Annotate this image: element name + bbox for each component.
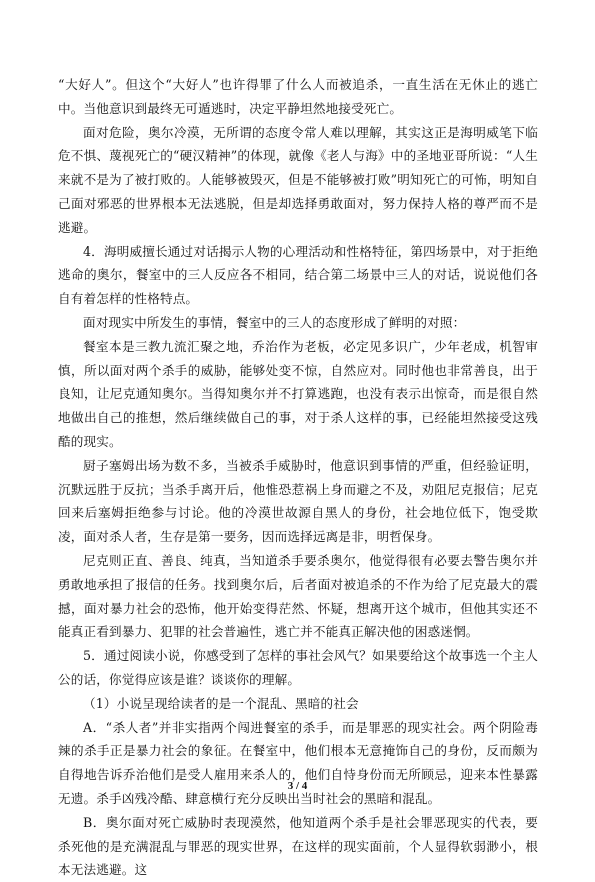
paragraph-nick: 尼克则正直、善良、纯真，当知道杀手要杀奥尔，他觉得很有必要去警告奥尔并勇敢地承担了报信的任务。找到奥尔后，后者面对被追杀的不作为给了尼克最大的震撼，面对暴力社会的恐怖，他开始变得茫然、怀疑，想离开这个城市，但他其实还不能真正看到暴力、犯罪的社会普遍性，逃亡并不能真正解决他的困惑迷惘。 — [58, 552, 538, 640]
question-5: 5．通过阅读小说，你感受到了怎样的事社会风气？如果要给这个故事选一个主人公的话，你觉得应该是谁？谈谈你的理解。 — [58, 648, 538, 687]
paragraph-a: A．“杀人者”并非实指两个闯进餐室的杀手，而是罪恶的现实社会。两个阴险毒辣的杀手正是暴力社会的象征。在餐室中，他们根本无意掩饰自己的身份，反而颇为自得地告诉乔治他们是受人雇用来杀人的，他们自恃身份而无所顾忌，迎来本性暴露无遗。杀手凶残冷酷、肆意横行充分反映出当时社会的黑暗和混乱。 — [58, 719, 538, 806]
question-4: 4．海明威擅长通过对话揭示人物的心理活动和性格特征，第四场景中，对于拒绝逃命的奥尔，餐室中的三人反应各不相同，结合第二场景中三人的对话，说说他们各自有着怎样的性格特点。 — [58, 243, 538, 307]
paragraph-1: “大好人”。但这个“大好人”也许得罪了什么人而被追杀，一直生活在无休止的逃亡中。当他意识到最终无可遁逃时，决定平静坦然地接受死亡。 — [58, 77, 538, 116]
page-body — [58, 73, 538, 882]
paragraph-b: B．奥尔面对死亡威胁时表现漠然，他知道两个杀手是社会罪恶现实的代表，要杀死他的是充满混乱与罪恶的现实世界，在这样的现实面前，个人显得软弱渺小，根本无法逃避。这 — [58, 814, 538, 878]
paragraph-2: 面对危险，奥尔冷漠，无所谓的态度令常人难以理解，其实这正是海明威笔下临危不惧、蔑视死亡的“硬汉精神”的体现，就像《老人与海》中的圣地亚哥所说：“人生来就不是为了被打败的。人能够被毁灭，但是不能够被打败”明知死亡的可怖，明知自己面对邪恶的世界根本无法逃脱，但是却选择勇敢面对，努力保持人格的尊严而不是逃避。 — [58, 124, 538, 235]
paragraph-sam: 厨子塞姆出场为数不多，当被杀手威胁时，他意识到事情的严重，但经验证明，沉默远胜于反抗；当杀手离开后，他惟恐惹祸上身而避之不及，劝阻尼克报信；尼克回来后塞姆拒绝参与讨论。他的冷漠世故源自黑人的身份，社会地位低下，饱受欺凌，面对杀人者，生存是第一要务，因而选择远离是非，明哲保身。 — [58, 457, 538, 545]
section-heading-1: （1）小说呈现给读者的是一个混乱、黑暗的社会 — [83, 695, 359, 711]
paragraph-george: 餐室本是三教九流汇聚之地，乔治作为老板，必定见多识广，少年老成，机智审慎，所以面对两个杀手的威胁，能够处变不惊，自然应对。同时他也非常善良，出于良知，让尼克通知奥尔。当得知奥尔并不打算逃跑，也没有表示出惊奇，而是很自然地做出自己的推想，然后继续做自己的事，对于杀人这样的事，已经能坦然接受这残酷的现实。 — [58, 338, 538, 449]
page-number: 3 / 4 — [287, 780, 308, 792]
paragraph-answer-intro: 面对现实中所发生的事情，餐室中的三人的态度形成了鲜明的对照： — [83, 314, 466, 330]
